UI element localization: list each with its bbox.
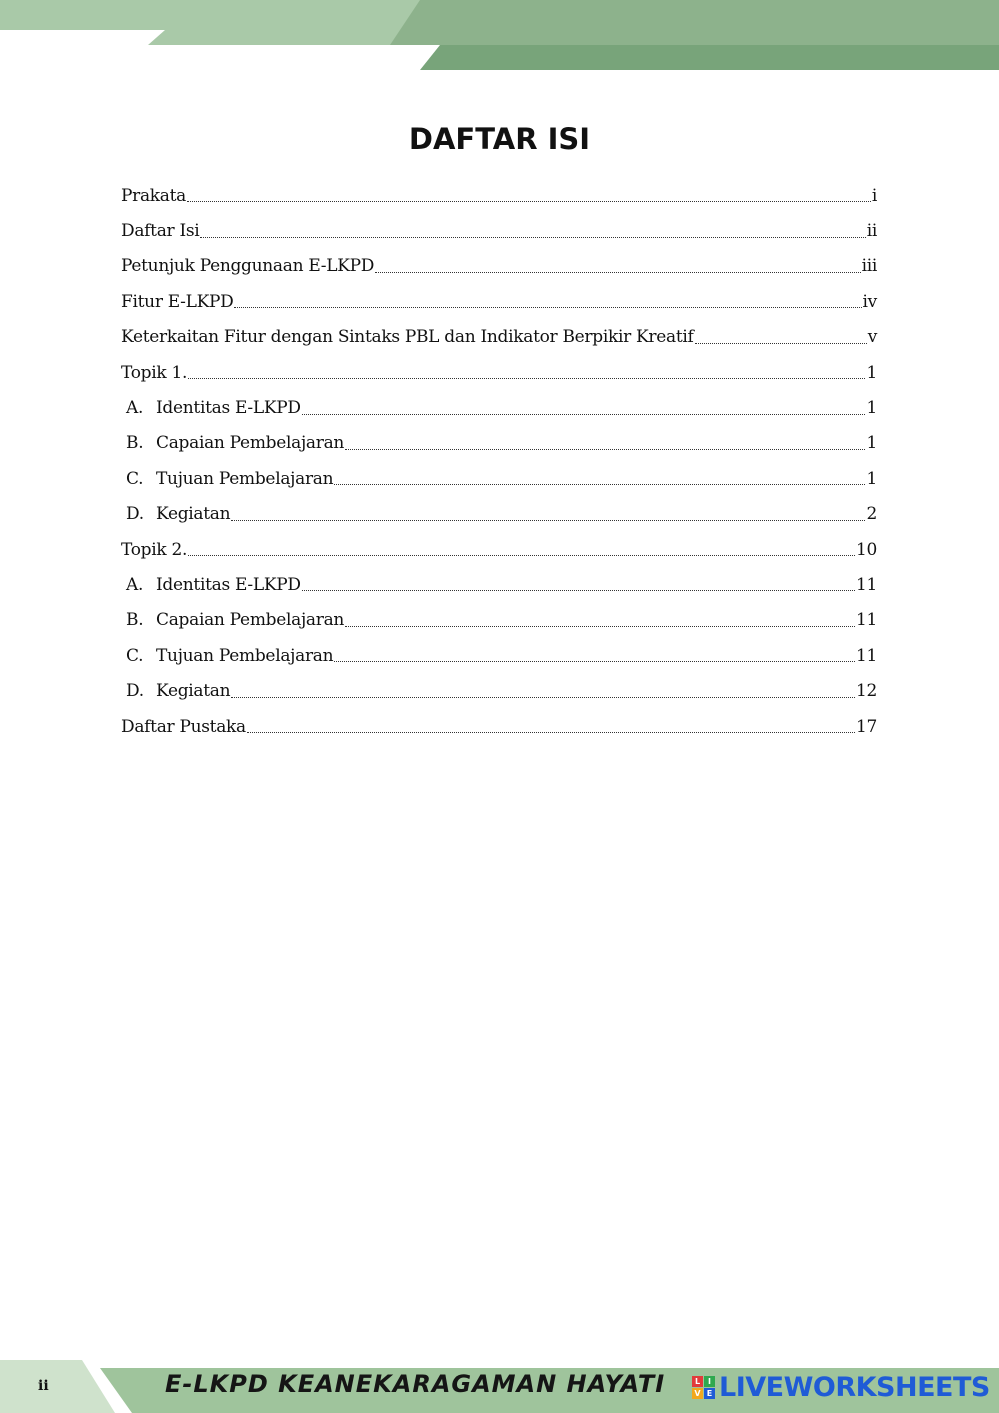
liveworksheets-logo <box>692 1372 990 1402</box>
brand-name: LIVEWORKSHEETS <box>719 1371 990 1403</box>
toc-entry-page: 11 <box>855 574 877 595</box>
footer-title: E-LKPD KEANEKARAGAMAN HAYATI <box>165 1370 666 1398</box>
toc-entry-page: 2 <box>866 504 877 525</box>
logo-letter-tile: L <box>692 1376 703 1387</box>
toc-entry-page: 1 <box>866 433 877 454</box>
header-band-dark <box>420 45 999 70</box>
toc-dot-leader <box>302 590 855 591</box>
page-number: ii <box>38 1378 49 1394</box>
toc-entry-page: 11 <box>855 645 877 666</box>
toc-entry-title: Prakata <box>121 185 187 206</box>
liveworksheets-icon <box>692 1376 715 1399</box>
toc-entry-page: iii <box>861 256 877 277</box>
toc-entry-title: Keterkaitan Fitur dengan Sintaks PBL dan Indikator Berpikir Kreatif <box>121 327 694 348</box>
toc-dot-leader <box>345 626 855 627</box>
toc-entry-title: Capaian Pembelajaran <box>156 433 345 454</box>
toc-entry[interactable] <box>121 355 877 390</box>
header-decoration <box>0 0 999 75</box>
footer-band-left <box>0 1360 115 1413</box>
toc-entry-title: Daftar Pustaka <box>121 716 246 737</box>
toc-entry-marker: C. <box>126 645 144 666</box>
toc-entry-title: Fitur E-LKPD <box>121 291 234 312</box>
toc-dot-leader <box>302 414 866 415</box>
toc-entry-title: Daftar Isi <box>121 221 200 242</box>
toc-entry-page: 11 <box>855 610 877 631</box>
toc-entry-page: iv <box>862 291 877 312</box>
toc-entry-title: Kegiatan <box>156 681 231 702</box>
toc-entry-page: i <box>871 185 877 206</box>
toc-entry-page: 12 <box>855 681 877 702</box>
toc-entry-marker: B. <box>126 610 144 631</box>
toc-entry-marker: D. <box>126 504 144 525</box>
toc-dot-leader <box>231 697 855 698</box>
toc-entry-title: Topik 2. <box>121 539 188 560</box>
toc-entry[interactable] <box>121 390 877 425</box>
toc-entry[interactable] <box>121 178 877 213</box>
toc-entry-page: 1 <box>866 468 877 489</box>
header-band-mid <box>390 0 999 45</box>
toc-dot-leader <box>234 307 861 308</box>
toc-entry[interactable] <box>121 461 877 496</box>
page-title: DAFTAR ISI <box>408 122 591 156</box>
toc-entry-marker: D. <box>126 681 144 702</box>
toc-entry-title: Petunjuk Penggunaan E-LKPD <box>121 256 375 277</box>
toc-entry-title: Capaian Pembelajaran <box>156 610 345 631</box>
toc-entry-marker: C. <box>126 468 144 489</box>
toc-entry-title: Tujuan Pembelajaran <box>156 645 334 666</box>
toc-entry[interactable] <box>121 497 877 532</box>
logo-letter-tile: V <box>692 1388 703 1399</box>
toc-entry-title: Tujuan Pembelajaran <box>156 468 334 489</box>
toc-entry[interactable] <box>121 320 877 355</box>
toc-entry-title: Identitas E-LKPD <box>156 574 301 595</box>
toc-entry[interactable] <box>121 603 877 638</box>
toc-entry[interactable] <box>121 532 877 567</box>
toc-entry-title: Kegiatan <box>156 504 231 525</box>
toc-entry-page: ii <box>866 221 877 242</box>
toc-dot-leader <box>375 272 860 273</box>
toc-dot-leader <box>231 520 865 521</box>
logo-letter-tile: E <box>704 1388 715 1399</box>
toc-dot-leader <box>187 201 871 202</box>
toc-entry-page: 10 <box>855 539 877 560</box>
toc-entry[interactable] <box>121 673 877 708</box>
toc-entry-marker: B. <box>126 433 144 454</box>
toc-entry-marker: A. <box>126 398 144 419</box>
toc-dot-leader <box>334 484 865 485</box>
toc-dot-leader <box>695 343 867 344</box>
toc-entry[interactable] <box>121 213 877 248</box>
toc-entry-page: 1 <box>866 362 877 383</box>
toc-dot-leader <box>188 555 855 556</box>
toc-entry-page: v <box>867 327 877 348</box>
toc-entry[interactable] <box>121 567 877 602</box>
toc-dot-leader <box>200 237 865 238</box>
toc-dot-leader <box>247 732 855 733</box>
toc-entry[interactable] <box>121 284 877 319</box>
toc-dot-leader <box>334 661 855 662</box>
toc-entry[interactable] <box>121 709 877 744</box>
toc-entry-page: 1 <box>866 398 877 419</box>
table-of-contents <box>121 178 877 744</box>
toc-entry-marker: A. <box>126 574 144 595</box>
toc-entry-page: 17 <box>855 716 877 737</box>
toc-entry-title: Topik 1. <box>121 362 188 383</box>
logo-letter-tile: I <box>704 1376 715 1387</box>
toc-dot-leader <box>188 378 865 379</box>
toc-dot-leader <box>345 449 865 450</box>
toc-entry[interactable] <box>121 426 877 461</box>
toc-entry[interactable] <box>121 249 877 284</box>
toc-entry-title: Identitas E-LKPD <box>156 398 301 419</box>
toc-entry[interactable] <box>121 638 877 673</box>
